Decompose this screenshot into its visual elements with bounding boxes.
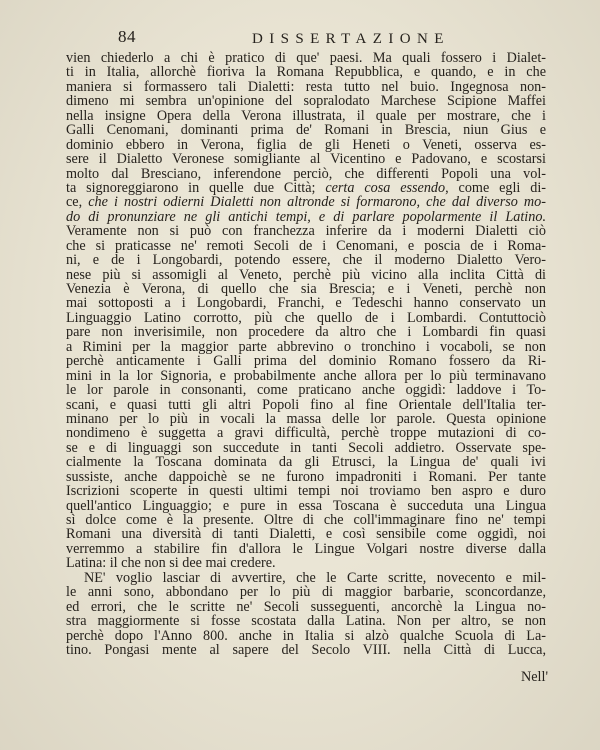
text-line: maniera si formassero tali Dialetti: resta tutto nel buio. Ingegnosa non- (66, 78, 546, 95)
text-line: Iscrizioni scoperte in questi ultimi tempi noi troviamo ben aspro e duro (66, 483, 546, 500)
text-line: dimeno mi sembra un'opinione del sopralodato Marchese Scipione Maffei (66, 93, 546, 110)
text-line (66, 210, 546, 224)
text-line: verremmo a stabilire fin d'allora le Lingue Volgari nostre diverse dalla (66, 540, 546, 557)
text-line: nondimeno è suggetta a gravi difficultà, perchè troppe mutazioni di co- (66, 425, 546, 442)
paragraph-start-line: NE' voglio lasciar di avvertire, che le Carte scritte, novecento e mil- (84, 569, 546, 586)
text-line: sì dolce come è la presente. Oltre di che coll'immaginare fino ne' tempi (66, 512, 546, 528)
text-line: le lor parole in consonanti, come praticano anche oggidì: laddove i To- (66, 382, 546, 399)
text-line: ni, e de i Longobardi, potendo essere, che il moderno Dialetto Vero- (66, 252, 546, 269)
text-line: nella insigne Opera della Verona illustrata, il quale per mostrare, che i (66, 107, 546, 124)
text-line: le anni sono, abbondano per lo più di maggior barbarie, sconcordanze, (66, 584, 546, 601)
text-line: perchè anticamente i Galli prima del dominio Romano fossero da Ri- (66, 353, 546, 370)
text-line: mai sottoposti a i Longobardi, Franchi, e Tedeschi hanno conservato un (66, 295, 546, 312)
text-line: nese più si assomigli al Veneto, perchè più vicino alla inclita Città di (66, 266, 546, 283)
text-line: ed errori, che le scritte ne' Secoli susseguenti, ancorchè la Lingua no- (66, 598, 546, 615)
text-line: minano per lo più in vocali la massa delle lor parole. Questa opinione (66, 410, 546, 427)
text-line: mini in la lor Signoria, e probabilmente anche allora per lo più terminavano (66, 367, 546, 384)
text-line: molto dal Bresciano, inferendone perciò, che differenti Popoli una vol- (66, 165, 546, 182)
italic-text: che i nostri odierni Dialetti non altronde si formarono, che dal diverso mo- (88, 194, 546, 211)
text-line: a Rimini per la maggior parte abbrevino o tronchino i vocaboli, se non (66, 338, 546, 355)
text-line: Veramente non si può con franchezza inferire da i moderni Dialetti ciò (66, 223, 546, 240)
text-line: quell'antico Linguaggio; e pure in essa Toscana è succeduta una Lingua (66, 497, 546, 514)
running-head: DISSERTAZIONE (252, 31, 450, 47)
text-line: Romani una diversità di tanti Dialetti, e così sensibile come oggidì, noi (66, 526, 546, 543)
text-line: sussiste, anche dappoichè se ne furono impadroniti i Romani. Per tante (66, 468, 546, 485)
text-line: cialmente la Toscana dominata da gli Etrusci, la Lingua de' quali ivi (66, 454, 546, 471)
text-line: dominio ebbero in Verona, figlia de gli Heneti o Veneti, osserva es- (66, 136, 546, 153)
body-text (66, 51, 546, 657)
text-line: se e di linguaggi son succedute in tanti Secoli addietro. Osservate spe- (66, 439, 546, 456)
text-line: ta signoreggiarono in quelle due Città; certa cosa essendo, come egli di- (66, 179, 546, 196)
catchword: Nell' (521, 669, 548, 685)
italic-text: do di pronunziare ne gli antichi tempi, e di parlare popolarmente il Latino. (66, 208, 546, 225)
text-line: ce, che i nostri odierni Dialetti non altronde si formarono, che dal diverso mo- (66, 194, 546, 211)
text-line: Linguaggio Latino corrotto, più che quello de i Lombardi. Contuttociò (66, 309, 546, 326)
text-line: stra maggiormente si fosse scostata dalla Latina. Non per altro, se non (66, 613, 546, 630)
text-line: pare non inverisimile, non procedere da altro che i Lombardi fin quasi (66, 324, 546, 341)
page-number: 84 (118, 27, 136, 46)
paragraph-end-line: Latina: il che non si dee mai credere. (66, 555, 276, 572)
text-line: vien chiederlo a chi è pratico di que' paesi. Ma quali fossero i Dialet- (66, 50, 546, 66)
text-line: perchè dopo l'Anno 800. anche in Italia si alzò qualche Scuola di La- (66, 627, 546, 644)
text-line: scani, e quasi tutti gli altri Popoli fino al fine Orientale dell'Italia ter- (66, 396, 546, 413)
text-line: tino. Pongasi mente al sapere del Secolo VIII. nella Città di Lucca, (66, 641, 546, 658)
text-line: Venezia è Verona, di quello che sia Brescia; e i Veneti, perchè non (66, 281, 546, 297)
text-line: che si praticasse ne' remoti Secoli de i Cenomani, e poscia de i Roma- (66, 237, 546, 254)
text-line: ti in Italia, allorchè fioriva la Romana Repubblica, e quando, e in che (66, 64, 546, 81)
italic-text: certa cosa essendo (325, 179, 446, 196)
text-line: sere il Dialetto Veronese somigliante al Vicentino e Padovano, e scostarsi (66, 151, 546, 168)
text-line: Galli Cenomani, dominanti prima de' Romani in Brescia, niun Gius e (66, 122, 546, 139)
